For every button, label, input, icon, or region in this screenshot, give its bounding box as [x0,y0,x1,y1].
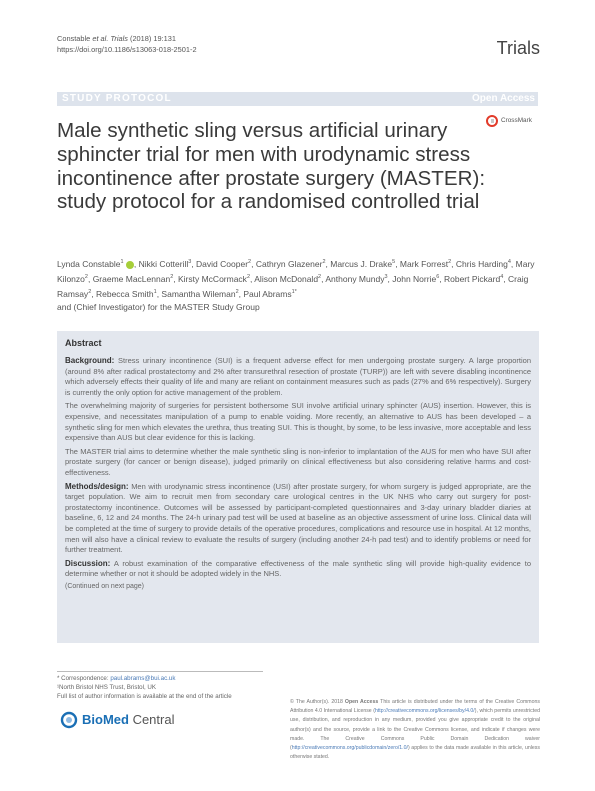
footnotes [57,674,232,701]
citation [57,34,176,44]
citation-journal: et al. Trials [92,34,128,43]
author-name: Paul Abrams$^{1*}$ [243,288,297,299]
author-name: Chris Harding$^4$ [455,258,511,269]
crossmark-badge[interactable] [486,113,541,131]
discussion-label: Discussion: [65,558,111,568]
biomed-central-wordmark: BioMed Central [82,712,175,727]
abstract-heading: Abstract [65,338,102,348]
author-name: Anthony Mundy$^3$ [325,273,388,284]
discussion-text: A robust examination of the comparative effectiveness of the male synthetic sling will provide high-quality evidence to determine whether or not it should be adopted widely in the NHS. [65,558,531,579]
author-name: Alison McDonald$^2$ [254,273,322,284]
author-name: Robert Pickard$^4$ [443,273,504,284]
journal-name: Trials [496,38,540,58]
author-name: Marcus J. Drake$^5$ [330,258,396,269]
abstract-discussion [65,559,531,580]
author-name: John Norrie$^6$ [392,273,440,284]
author-name: Rebecca Smith$^1$ [95,288,157,299]
correspondence-email[interactable]: paul.abrams@bui.ac.uk [110,675,176,682]
author-name: Mary Kilonzo$^2$ [57,258,535,284]
methods-text: Men with urodynamic stress incontinence (USI) after prostate surgery, for whom surgery is judged appropriate, are the target population. We aim to recruit men from secondary care urological centres in the UK NHS who carry out surgery for post-prostatectomy incontinence. Outcomes will be assessed by participant-completed questionnaires and 3-day urinary bladder diaries at baseline, 6, 12 and 24 months. The 24-h urinary pad test will be used at baseline as an objective assessment of urine loss. Clinical data will be completed at the time of surgery to provide details of the operative procedures, complications and resource use in hospital. At 12 months, men will also have a clinical review to evaluate the results of surgery (including another 24-h pad test) and to identify problems or need for further treatment. [65,481,531,555]
biomed-central-logo [57,708,177,732]
correspondence [57,674,232,683]
author-name: Graeme MacLennan$^2$ [92,273,174,284]
footnote-divider [57,671,263,672]
correspondence-label: * Correspondence: [57,675,111,682]
article-type-label: STUDY PROTOCOL [62,93,172,104]
abstract-methods [65,482,531,556]
citation-authors: Constable [57,34,93,43]
author-name: Lynda Constable$^1$ [57,259,134,269]
continued-note: (Continued on next page) [65,582,144,590]
doi-link[interactable]: https://doi.org/10.1186/s13063-018-2501-2 [57,45,197,54]
license-link[interactable]: http://creativecommons.org/licenses/by/4.0/ [374,708,475,715]
crossmark-label: CrossMark [501,117,532,124]
abstract-background [65,356,531,398]
citation-volume: (2018) 19:131 [127,34,177,43]
author-name: Nikki Cotterill$^3$ [138,258,192,269]
background-label: Background: [65,356,115,365]
orcid-icon[interactable] [126,261,134,269]
abstract-paragraph: The MASTER trial aims to determine whether the male synthetic sling is non-inferior to implantation of the AUS for men who have SUI after prostate surgery (for cancer or benign disease), judged primarily on clinical effectiveness but also considering relative harms and cost-effectiveness. [65,446,531,477]
crossmark-icon [486,115,498,127]
background-text: Stress urinary incontinence (SUI) is a frequent adverse effect for men undergoing prostate surgery. A large proportion (around 8% after radical prostatectomy and 2% after transurethral resection of prostate (TURP)) are left with severe disabling incontinence which adversely effects their quality of life and many are reliant on containment measures such as pads (27% and 6% respectively). Surgery is currently the only option for active management of the problem. [65,356,531,397]
article-title: Male synthetic sling versus artificial urinary sphincter trial for men with urodynamic stress incontinence after prostate surgery (MASTER): study protocol for a randomised controlled trial [57,119,486,214]
abstract-box [57,331,539,643]
author-name: Craig Ramsay$^2$ [57,273,529,299]
author-name: Kirsty McCormack$^2$ [177,273,250,284]
author-name: Cathryn Glazener$^2$ [255,258,326,269]
author-list-tail: and (Chief Investigator) for the MASTER Study Group [57,302,260,313]
public-domain-link[interactable]: http://creativecommons.org/publicdomain/zero/1.0/ [291,745,408,752]
abstract-paragraph: The overwhelming majority of surgeries for persistent bothersome SUI involve artificial urinary sphincter (AUS) insertion. However, this is expensive, and necessitates manipulation of a pump to enable voiding. More recently, an alternative to AUS has been developed – a synthetic sling for men which elevates the urethra, thus treating SUI. This is thought, by some, to be less invasive, more acceptable and less expensive than AUS but clear evidence for this is lacking. [65,401,531,443]
open-access-label: Open Access [472,93,535,104]
methods-label: Methods/design: [65,481,129,491]
author-info-note: Full list of author information is available at the end of the article [57,693,232,700]
author-list: Lynda Constable$^1$ , Nikki Cotterill$^3$, David Cooper$^2$, Cathryn Glazener$^2$, Marcus J. Drake$^5$, Mark Forrest$^2$, Chris Harding$^4$, Mary Kilonzo$^2$, Graeme MacLennan$^2$, Kirsty McCormack$^2$, Alison McDonald$^2$, Anthony Mundy$^3$, John Norrie$^6$, Robert Pickard$^4$, Craig Ramsay$^2$, Rebecca Smith$^1$, Samantha Wileman$^2$, Paul Abrams$^{1*}$ and (Chief Investigator) for the MASTER Study Group [57,258,535,313]
affiliation-1: ¹North Bristol NHS Trust, Bristol, UK [57,684,157,691]
license-statement: © The Author(s). 2018 Open Access This article is distributed under the terms of the Creative Commons Attribution 4.0 International License (http://creativecommons.org/licenses/by/4.0/), which permits unrestricted use, distribution, and reproduction in any medium, provided you give appropriate credit to the original author(s) and the source, provide a link to the Creative Commons license, and indicate if changes were made. The Creative Commons Public Domain Dedication waiver (http://creativecommons.org/publicdomain/zero/1.0/) applies to the data made available in this article, unless otherwise stated. [290,699,540,761]
author-name: Samantha Wileman$^2$ [161,288,239,299]
author-name: Mark Forrest$^2$ [399,258,452,269]
author-name: David Cooper$^2$ [196,258,252,269]
